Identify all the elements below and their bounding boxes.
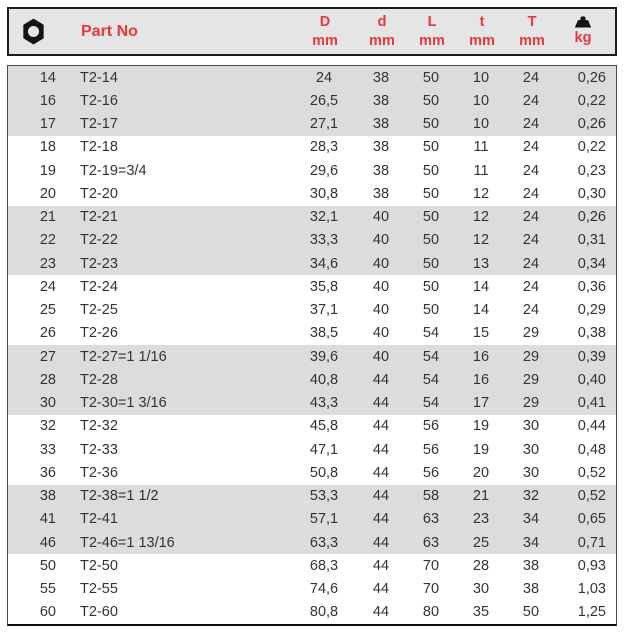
D-mm-cell: 53,3 — [309, 488, 339, 505]
kg-cell: 0,34 — [577, 255, 606, 272]
kg-cell: 0,26 — [577, 209, 606, 226]
D-mm-cell: 24 — [315, 69, 333, 86]
d-mm-cell: 40 — [372, 232, 390, 249]
d-mm-cell: 40 — [372, 255, 390, 272]
table-row — [8, 461, 616, 484]
table-row — [8, 485, 616, 508]
kg-cell: 0,23 — [577, 162, 606, 179]
col-unit: mm — [419, 32, 445, 49]
L-mm-cell: 54 — [422, 325, 440, 342]
table-row — [8, 554, 616, 577]
t-mm-cell: 19 — [472, 441, 490, 458]
part-no-cell: T2-32 — [80, 418, 118, 435]
size-cell: 18 — [39, 139, 56, 156]
part-no-cell: T2-36 — [80, 464, 118, 481]
kg-cell: 0,22 — [577, 139, 606, 156]
part-no-cell: T2-20 — [80, 185, 118, 202]
table-row — [8, 299, 616, 322]
table-row — [8, 392, 616, 415]
d-mm-cell: 44 — [372, 441, 390, 458]
part-no-cell: T2-16 — [80, 92, 118, 109]
table-row — [8, 578, 616, 601]
L-mm-cell: 56 — [422, 464, 440, 481]
table-row — [8, 159, 616, 182]
col-label: d — [377, 14, 387, 31]
T-mm-cell: 29 — [522, 348, 540, 365]
T-mm-cell: 30 — [522, 418, 540, 435]
table-row — [8, 252, 616, 275]
kg-cell: 0,22 — [577, 92, 606, 109]
part-no-cell: T2-24 — [80, 278, 118, 295]
D-mm-cell: 27,1 — [309, 116, 339, 133]
part-no-cell: T2-18 — [80, 139, 118, 156]
T-mm-cell: 24 — [522, 116, 540, 133]
part-no-cell: T2-46=1 13/16 — [80, 534, 175, 551]
T-mm-cell: 24 — [522, 278, 540, 295]
t-mm-cell: 11 — [473, 162, 489, 179]
col-label: D — [319, 14, 331, 31]
col-header-T — [507, 13, 557, 49]
kg-cell: 0,36 — [577, 278, 606, 295]
part-no-cell: T2-19=3/4 — [80, 162, 147, 179]
col-unit: mm — [469, 32, 495, 49]
L-mm-cell: 54 — [422, 395, 440, 412]
T-mm-cell: 24 — [522, 209, 540, 226]
size-cell: 30 — [39, 395, 56, 412]
kg-cell: 1,03 — [577, 581, 606, 598]
part-no-cell: T2-22 — [80, 232, 118, 249]
d-mm-cell: 38 — [372, 185, 390, 202]
kg-cell: 0,26 — [577, 69, 606, 86]
t-mm-cell: 12 — [472, 185, 490, 202]
D-mm-cell: 38,5 — [309, 325, 339, 342]
size-cell: 55 — [39, 581, 56, 598]
D-mm-cell: 63,3 — [309, 534, 339, 551]
T-mm-cell: 24 — [522, 232, 540, 249]
d-mm-cell: 44 — [372, 464, 390, 481]
part-no-cell: T2-27=1 1/16 — [80, 348, 167, 365]
T-mm-cell: 24 — [522, 162, 540, 179]
size-cell: 36 — [39, 464, 56, 481]
col-header-D — [293, 13, 357, 49]
size-cell: 28 — [39, 371, 56, 388]
t-mm-cell: 21 — [472, 488, 490, 505]
D-mm-cell: 34,6 — [309, 255, 339, 272]
t-mm-cell: 35 — [472, 604, 490, 621]
L-mm-cell: 58 — [422, 488, 440, 505]
L-mm-cell: 50 — [422, 162, 440, 179]
D-mm-cell: 26,5 — [309, 92, 339, 109]
hex-column-header — [9, 18, 57, 45]
d-mm-cell: 44 — [372, 581, 390, 598]
size-cell: 50 — [39, 557, 56, 574]
t-mm-cell: 10 — [472, 69, 490, 86]
L-mm-cell: 50 — [422, 278, 440, 295]
T-mm-cell: 30 — [522, 441, 540, 458]
T-mm-cell: 30 — [522, 464, 540, 481]
L-mm-cell: 50 — [422, 139, 440, 156]
d-mm-cell: 44 — [372, 395, 390, 412]
L-mm-cell: 56 — [422, 418, 440, 435]
L-mm-cell: 50 — [422, 185, 440, 202]
T-mm-cell: 24 — [522, 302, 540, 319]
part-no-cell: T2-55 — [80, 581, 118, 598]
T-mm-cell: 50 — [522, 604, 540, 621]
size-cell: 24 — [39, 278, 56, 295]
size-cell: 17 — [39, 116, 56, 133]
t-mm-cell: 19 — [472, 418, 490, 435]
table-row — [8, 206, 616, 229]
t-mm-cell: 14 — [472, 302, 490, 319]
table-row — [8, 415, 616, 438]
size-cell: 21 — [39, 209, 56, 226]
t-mm-cell: 28 — [472, 557, 490, 574]
part-no-cell: T2-60 — [80, 604, 118, 621]
kg-cell: 0,48 — [577, 441, 606, 458]
part-no-cell: T2-33 — [80, 441, 118, 458]
t-mm-cell: 17 — [472, 395, 490, 412]
table-row — [8, 182, 616, 205]
t-mm-cell: 12 — [472, 232, 490, 249]
d-mm-cell: 38 — [372, 162, 390, 179]
size-cell: 16 — [39, 92, 56, 109]
kg-cell: 0,38 — [577, 325, 606, 342]
d-mm-cell: 44 — [372, 371, 390, 388]
T-mm-cell: 29 — [522, 371, 540, 388]
kg-cell: 0,41 — [577, 395, 606, 412]
table-body — [7, 65, 617, 626]
t-mm-cell: 12 — [472, 209, 490, 226]
L-mm-cell: 50 — [422, 116, 440, 133]
table-row — [8, 113, 616, 136]
D-mm-cell: 47,1 — [309, 441, 339, 458]
kg-cell: 0,52 — [577, 488, 606, 505]
part-no-cell: T2-30=1 3/16 — [80, 395, 167, 412]
d-mm-cell: 44 — [372, 418, 390, 435]
T-mm-cell: 34 — [522, 534, 540, 551]
size-cell: 33 — [39, 441, 56, 458]
col-unit: mm — [312, 32, 338, 49]
d-mm-cell: 38 — [372, 116, 390, 133]
part-no-cell: T2-41 — [80, 511, 118, 528]
L-mm-cell: 50 — [422, 232, 440, 249]
D-mm-cell: 28,3 — [309, 139, 339, 156]
part-no-cell: T2-26 — [80, 325, 118, 342]
T-mm-cell: 29 — [522, 325, 540, 342]
kg-cell: 0,30 — [577, 185, 606, 202]
d-mm-cell: 40 — [372, 325, 390, 342]
col-unit: mm — [519, 32, 545, 49]
L-mm-cell: 50 — [422, 255, 440, 272]
kg-cell: 0,52 — [577, 464, 606, 481]
table-row — [8, 438, 616, 461]
table-row — [8, 89, 616, 112]
kg-cell: 0,93 — [577, 557, 606, 574]
T-mm-cell: 32 — [522, 488, 540, 505]
t-mm-cell: 16 — [472, 371, 490, 388]
L-mm-cell: 70 — [422, 581, 440, 598]
kg-cell: 0,65 — [577, 511, 606, 528]
col-header-kg — [557, 16, 615, 47]
col-header-t — [457, 13, 507, 49]
d-mm-cell: 38 — [372, 69, 390, 86]
D-mm-cell: 33,3 — [309, 232, 339, 249]
T-mm-cell: 24 — [522, 139, 540, 156]
col-header-L — [407, 13, 457, 49]
col-label: T — [527, 14, 537, 31]
size-cell: 26 — [39, 325, 56, 342]
kg-cell: 1,25 — [577, 604, 606, 621]
size-cell: 60 — [39, 604, 56, 621]
L-mm-cell: 50 — [422, 92, 440, 109]
D-mm-cell: 40,8 — [309, 371, 339, 388]
t-mm-cell: 15 — [472, 325, 490, 342]
T-mm-cell: 24 — [522, 185, 540, 202]
size-cell: 46 — [39, 534, 56, 551]
t-mm-cell: 10 — [472, 116, 490, 133]
part-no-cell: T2-23 — [80, 255, 118, 272]
col-label: t — [479, 14, 485, 31]
t-mm-cell: 10 — [472, 92, 490, 109]
table-row — [8, 345, 616, 368]
kg-cell: 0,39 — [577, 348, 606, 365]
L-mm-cell: 63 — [422, 511, 440, 528]
D-mm-cell: 80,8 — [309, 604, 339, 621]
L-mm-cell: 54 — [422, 371, 440, 388]
D-mm-cell: 57,1 — [309, 511, 339, 528]
t-mm-cell: 25 — [472, 534, 490, 551]
L-mm-cell: 70 — [422, 557, 440, 574]
d-mm-cell: 44 — [372, 511, 390, 528]
size-cell: 27 — [39, 348, 56, 365]
table-header — [7, 7, 617, 56]
part-no-cell: T2-21 — [80, 209, 118, 226]
T-mm-cell: 24 — [522, 69, 540, 86]
T-mm-cell: 38 — [522, 557, 540, 574]
size-cell: 22 — [39, 232, 56, 249]
d-mm-cell: 44 — [372, 534, 390, 551]
L-mm-cell: 63 — [422, 534, 440, 551]
table-row — [8, 508, 616, 531]
kg-cell: 0,26 — [577, 116, 606, 133]
L-mm-cell: 54 — [422, 348, 440, 365]
d-mm-cell: 40 — [372, 348, 390, 365]
L-mm-cell: 50 — [422, 209, 440, 226]
D-mm-cell: 45,8 — [309, 418, 339, 435]
size-cell: 14 — [39, 69, 56, 86]
T-mm-cell: 34 — [522, 511, 540, 528]
t-mm-cell: 14 — [472, 278, 490, 295]
d-mm-cell: 40 — [372, 278, 390, 295]
T-mm-cell: 29 — [522, 395, 540, 412]
weight-icon — [573, 16, 593, 28]
col-unit: mm — [369, 32, 395, 49]
kg-cell: 0,71 — [577, 534, 606, 551]
t-mm-cell: 23 — [472, 511, 490, 528]
kg-cell: 0,40 — [577, 371, 606, 388]
part-no-cell: T2-38=1 1/2 — [80, 488, 159, 505]
col-unit: kg — [574, 29, 592, 46]
part-no-cell: T2-50 — [80, 557, 118, 574]
D-mm-cell: 74,6 — [309, 581, 339, 598]
t-mm-cell: 30 — [472, 581, 490, 598]
col-label: L — [427, 14, 437, 31]
kg-cell: 0,31 — [577, 232, 606, 249]
d-mm-cell: 44 — [372, 488, 390, 505]
table-row — [8, 66, 616, 89]
hex-nut-icon — [22, 18, 45, 45]
kg-cell: 0,29 — [577, 302, 606, 319]
t-mm-cell: 13 — [472, 255, 490, 272]
D-mm-cell: 68,3 — [309, 557, 339, 574]
D-mm-cell: 32,1 — [309, 209, 339, 226]
D-mm-cell: 39,6 — [309, 348, 339, 365]
table-row — [8, 136, 616, 159]
d-mm-cell: 38 — [372, 139, 390, 156]
table-row — [8, 229, 616, 252]
T-mm-cell: 24 — [522, 255, 540, 272]
D-mm-cell: 43,3 — [309, 395, 339, 412]
D-mm-cell: 37,1 — [309, 302, 339, 319]
size-cell: 19 — [39, 162, 56, 179]
d-mm-cell: 44 — [372, 604, 390, 621]
table-row — [8, 322, 616, 345]
D-mm-cell: 35,8 — [309, 278, 339, 295]
table-row — [8, 368, 616, 391]
table-row — [8, 531, 616, 554]
L-mm-cell: 50 — [422, 69, 440, 86]
L-mm-cell: 50 — [422, 302, 440, 319]
t-mm-cell: 20 — [472, 464, 490, 481]
T-mm-cell: 24 — [522, 92, 540, 109]
table-row — [8, 601, 616, 624]
d-mm-cell: 40 — [372, 302, 390, 319]
part-no-cell: T2-28 — [80, 371, 118, 388]
d-mm-cell: 38 — [372, 92, 390, 109]
col-header-d — [357, 13, 407, 49]
L-mm-cell: 80 — [422, 604, 440, 621]
D-mm-cell: 29,6 — [309, 162, 339, 179]
size-cell: 41 — [39, 511, 56, 528]
size-cell: 25 — [39, 302, 56, 319]
d-mm-cell: 44 — [372, 557, 390, 574]
t-mm-cell: 11 — [473, 139, 489, 156]
L-mm-cell: 56 — [422, 441, 440, 458]
D-mm-cell: 30,8 — [309, 185, 339, 202]
part-no-header: Part No — [81, 22, 138, 40]
size-cell: 23 — [39, 255, 56, 272]
t-mm-cell: 16 — [472, 348, 490, 365]
d-mm-cell: 40 — [372, 209, 390, 226]
T-mm-cell: 38 — [522, 581, 540, 598]
size-cell: 38 — [39, 488, 56, 505]
kg-cell: 0,44 — [577, 418, 606, 435]
size-cell: 20 — [39, 185, 56, 202]
size-cell: 32 — [39, 418, 56, 435]
part-no-cell: T2-25 — [80, 302, 118, 319]
part-no-cell: T2-17 — [80, 116, 118, 133]
D-mm-cell: 50,8 — [309, 464, 339, 481]
table-row — [8, 275, 616, 298]
part-no-cell: T2-14 — [80, 69, 118, 86]
